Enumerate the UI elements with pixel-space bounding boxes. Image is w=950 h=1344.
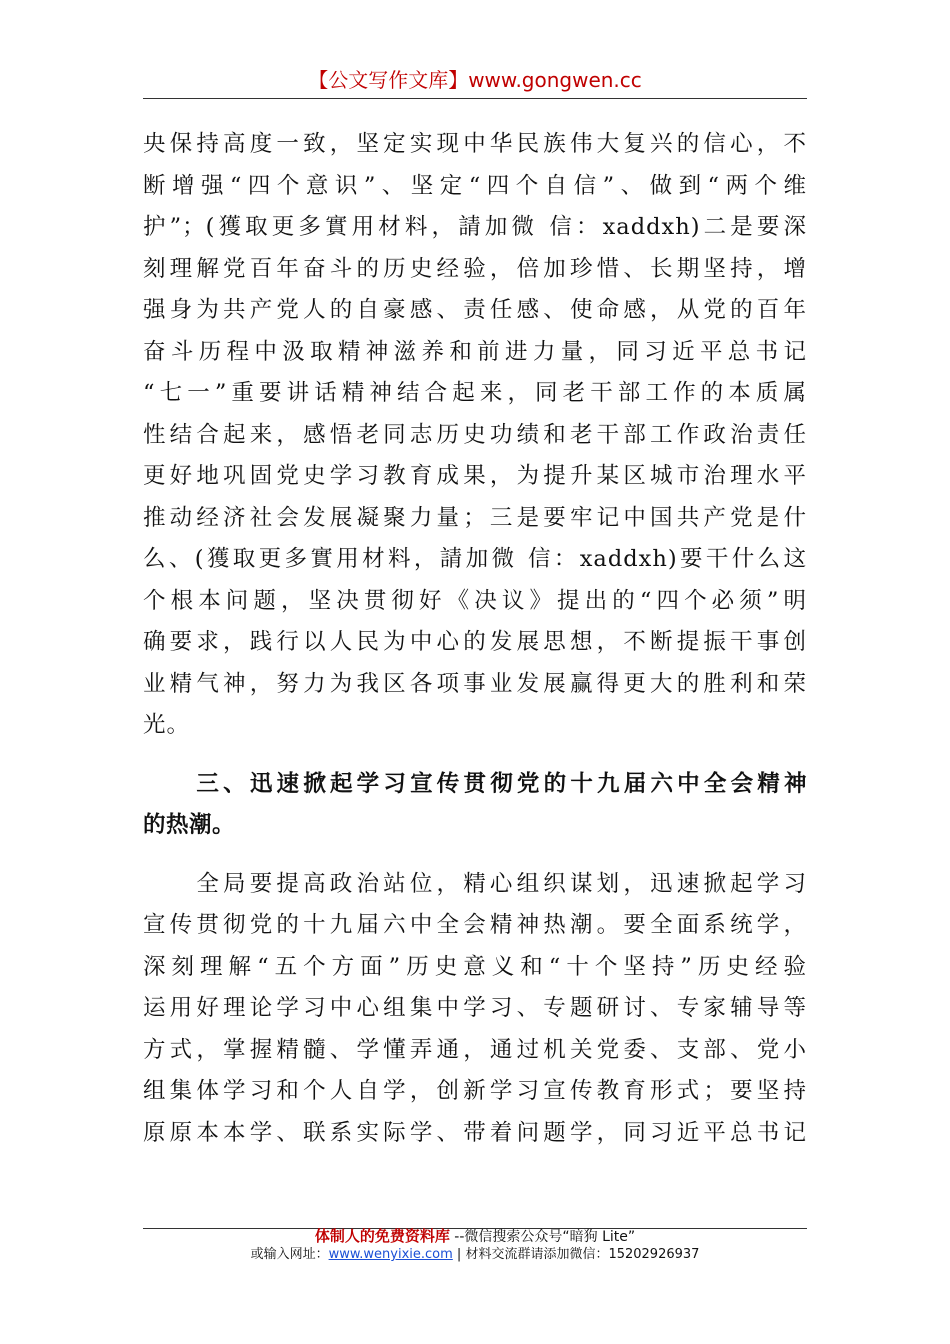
body-line: 断增强“四个意识”、坚定“四个自信”、做到“两个维 <box>143 172 807 199</box>
body-line: “七一”重要讲话精神结合起来，同老干部工作的本质属 <box>143 380 807 406</box>
body-line: 组集体学习和个人自学，创新学习宣传教育形式；要坚持 <box>143 1078 807 1104</box>
body-line: 全局要提高政治站位，精心组织谋划，迅速掀起学习 <box>143 870 807 897</box>
body-line: 方式，掌握精髓、学懂弄通，通过机关党委、支部、党小 <box>143 1036 807 1063</box>
section-heading: 的热潮。 <box>143 812 236 838</box>
body-line: 确要求，践行以人民为中心的发展思想，不断提振干事创 <box>143 629 807 655</box>
body-line: 业精气神，努力为我区各项事业发展赢得更大的胜利和荣 <box>143 670 807 697</box>
footer-url-link[interactable]: www.wenyixie.com <box>328 1247 453 1262</box>
footer-url-prefix: 或输入网址： <box>250 1247 329 1262</box>
body-line: 强身为共产党人的自豪感、责任感、使命感，从党的百年 <box>143 297 807 323</box>
page-header: 【公文写作文库】www.gongwen.cc <box>308 68 642 92</box>
document-body <box>143 124 807 1154</box>
body-line: 奋斗历程中汲取精神滋养和前进力量，同习近平总书记 <box>143 338 807 365</box>
body-line: 光。 <box>143 712 191 738</box>
body-line: 更好地巩固党史学习教育成果，为提升某区城市治理水平 <box>143 463 807 489</box>
body-line: 推动经济社会发展凝聚力量；三是要牢记中国共产党是什 <box>143 504 807 531</box>
body-line: 护”；(獲取更多實用材料，請加微 信：xaddxh)二是要深 <box>143 214 807 240</box>
body-line: 么、(獲取更多實用材料，請加微 信：xaddxh)要干什么这 <box>143 546 807 572</box>
body-line: 深刻理解“五个方面”历史意义和“十个坚持”历史经验 <box>143 953 807 980</box>
footer-brand: 体制人的免费资料库 <box>314 1227 450 1245</box>
footer-links <box>143 1245 807 1265</box>
footer-promo-text: --微信搜索公众号“暗狗 Lite” <box>449 1229 636 1245</box>
body-line: 性结合起来，感悟老同志历史功绩和老干部工作政治责任 <box>143 421 807 448</box>
body-line: 央保持高度一致，坚定实现中华民族伟大复兴的信心，不 <box>143 131 807 157</box>
header-divider <box>143 98 807 99</box>
footer-contact: | 材料交流群请添加微信：15202926937 <box>452 1247 700 1262</box>
footer-promo <box>143 1226 807 1247</box>
body-line: 刻理解党百年奋斗的历史经验，倍加珍惜、长期坚持，增 <box>143 255 807 282</box>
body-line: 宣传贯彻党的十九届六中全会精神热潮。要全面系统学， <box>143 912 807 938</box>
body-line: 个根本问题，坚决贯彻好《决议》提出的“四个必须”明 <box>143 587 807 614</box>
section-heading: 三、迅速掀起学习宣传贯彻党的十九届六中全会精神 <box>143 770 807 797</box>
body-line: 原原本本学、联系实际学、带着问题学，同习近平总书记 <box>143 1119 807 1146</box>
body-line: 运用好理论学习中心组集中学习、专题研讨、专家辅导等 <box>143 995 807 1021</box>
